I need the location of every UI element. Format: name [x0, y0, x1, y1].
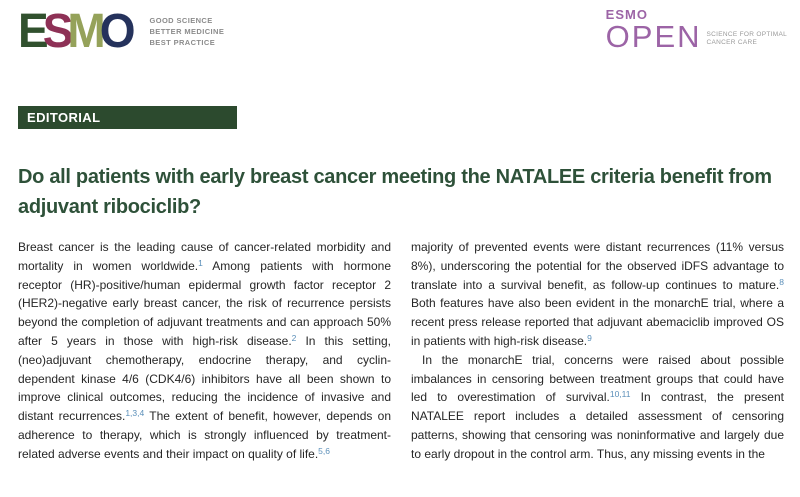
- article-column-left: [18, 238, 391, 497]
- reference-superscript: 8: [779, 276, 784, 287]
- esmo-tagline-line: BEST PRACTICE: [149, 38, 216, 47]
- journal-logo-wordmark: [606, 8, 702, 52]
- journal-tagline: [707, 31, 787, 52]
- article-column-right: [411, 238, 784, 497]
- reference-superscript: 1,3,4: [125, 408, 145, 419]
- journal-open-text: OPEN: [605, 19, 702, 54]
- reference-superscript: 2: [291, 332, 297, 343]
- esmo-tagline-line: BETTER MEDICINE: [149, 27, 225, 36]
- journal-tagline-line: SCIENCE FOR OPTIMAL: [706, 31, 787, 38]
- esmo-logo: [18, 2, 225, 58]
- esmo-logo-letter: S: [42, 2, 68, 58]
- journal-esmo-text: ESMO: [605, 7, 648, 22]
- esmo-logo-letter: O: [99, 2, 130, 58]
- reference-superscript: 10,11: [609, 389, 631, 400]
- esmo-logo-letters: [18, 2, 130, 58]
- reference-superscript: 9: [587, 332, 592, 343]
- esmo-tagline-line: GOOD SCIENCE: [149, 16, 213, 25]
- esmo-logo-letter: M: [67, 2, 100, 58]
- reference-superscript: 1: [198, 257, 203, 268]
- article-paragraph: majority of prevented events were distant recurrences (11% versus 8%), underscoring the potential for the observed iDFS advantage to translate into a survival benefit, as follow-up continues to mature.$^8$ Both features have also been evident in the monarchE trial, where a recent press release reported that adjuvant abemaciclib improved OS in patients with high-risk disease.$^9$: [411, 240, 784, 348]
- article-columns: [18, 238, 784, 497]
- esmo-open-journal-logo: [606, 8, 787, 52]
- reference-superscript: 5,6: [318, 445, 330, 456]
- esmo-logo-letter: E: [18, 2, 43, 58]
- journal-tagline-line: CANCER CARE: [706, 39, 758, 46]
- article-title: Do all patients with early breast cancer meeting the NATALEE criteria benefit from adjuvant ribociclib?: [18, 166, 772, 219]
- esmo-logo-tagline: [149, 6, 224, 48]
- article-paragraph: In the monarchE trial, concerns were raised about possible imbalances in censoring between treatment groups that could have led to overestimation of survival.$^{10,11}$ In contrast, the present NATALEE report includes a detailed assessment of censoring patterns, showing that censoring was noninformative and largely due to early dropout in the control arm. Thus, any missing events in the: [411, 352, 784, 461]
- article-paragraph: Breast cancer is the leading cause of cancer-related morbidity and mortality in women worldwide.$^1$ Among patients with hormone receptor (HR)-positive/human epidermal growth factor receptor 2 (HER2)-negative early breast cancer, the risk of recurrence persists beyond the completion of adjuvant treatments and can approach 50% after 5 years in those with high-risk disease.$^2$ In this setting, (neo)adjuvant chemotherapy, endocrine therapy, and cyclin-dependent kinase 4/6 (CDK4/6) inhibitors have all been shown to improve clinical outcomes, reducing the incidence of invasive and distant recurrences.$^{1,3,4}$ The extent of benefit, however, depends on adherence to therapy, which is strongly influenced by treatment-related adverse events and their impact on quality of life.$^{5,6}$: [18, 240, 391, 461]
- section-badge-editorial: EDITORIAL: [18, 106, 237, 129]
